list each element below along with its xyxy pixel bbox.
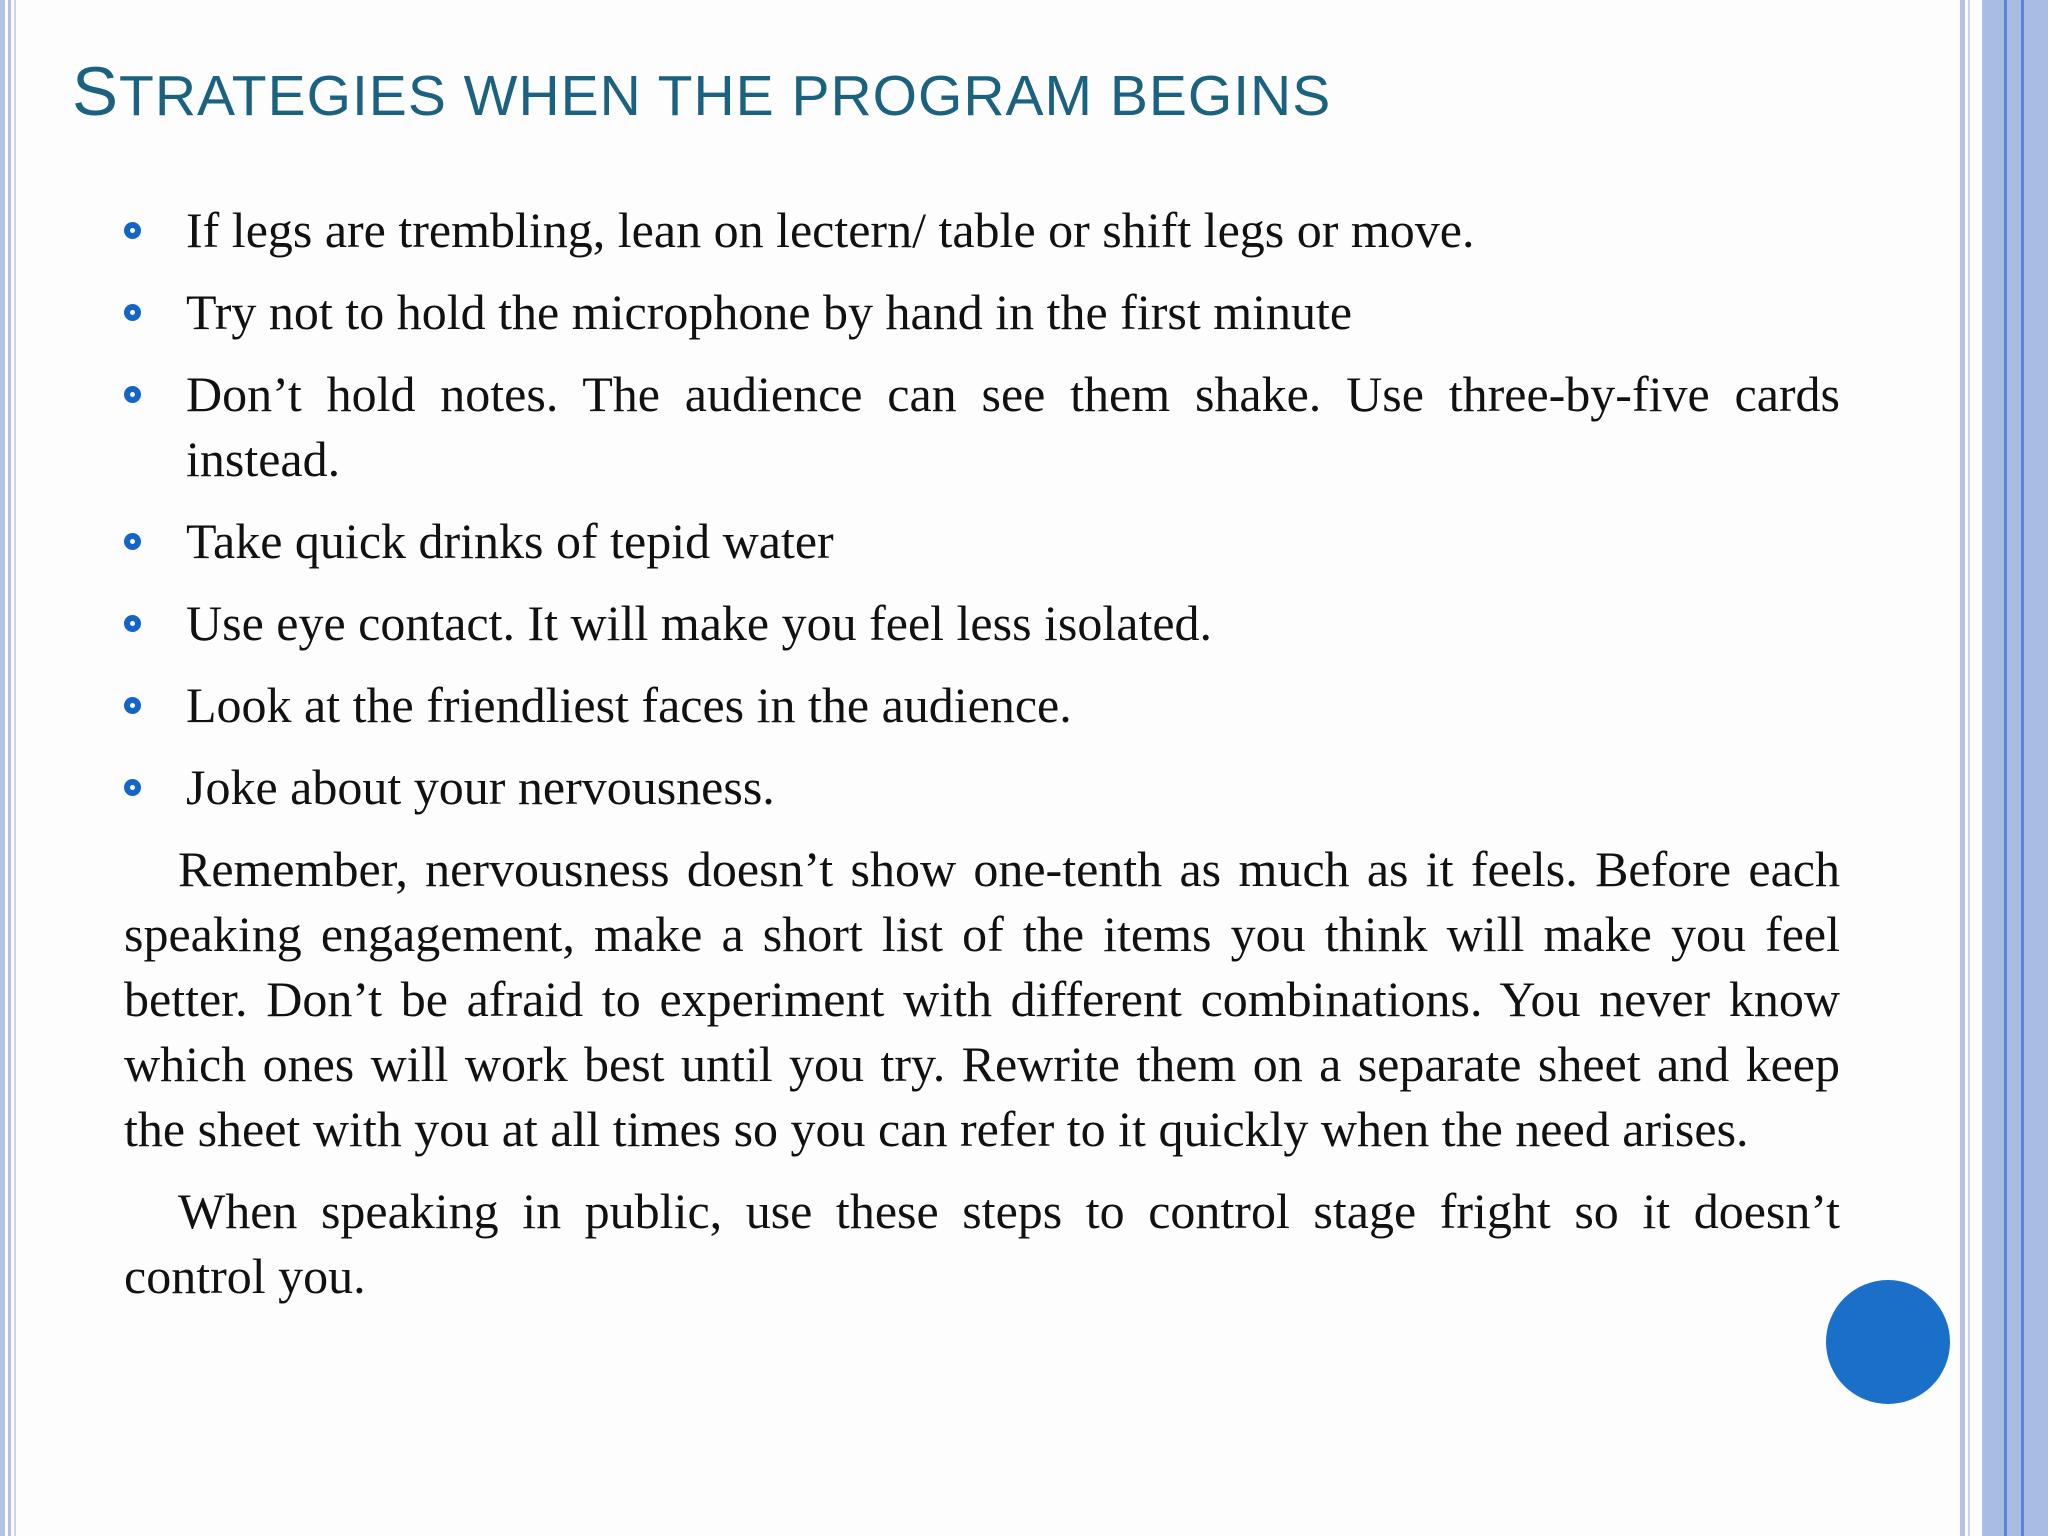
circle-bullet-icon <box>124 533 141 550</box>
slide-title-initial: S <box>72 53 120 130</box>
right-border-stripe <box>1982 0 2004 1536</box>
slide-title <box>72 52 1331 131</box>
bullet-item <box>124 362 1840 492</box>
circle-bullet-icon <box>124 779 141 796</box>
bullet-text: Use eye contact. It will make you feel less isolated. <box>186 595 1213 651</box>
bullet-text: Don’t hold notes. The audience can see them shake. Use three-by-five cards instead. <box>186 366 1840 487</box>
bullet-item <box>124 198 1840 263</box>
bullet-text: If legs are trembling, lean on lectern/ table or shift legs or move. <box>186 202 1475 258</box>
bullet-text: Try not to hold the microphone by hand in the first minute <box>186 284 1353 340</box>
bullet-text: Look at the friendliest faces in the audience. <box>186 677 1072 733</box>
left-border-line <box>8 0 11 1536</box>
left-border-line <box>0 0 5 1536</box>
circle-bullet-icon <box>124 615 141 632</box>
bullet-item <box>124 591 1840 656</box>
right-border-stripe <box>2007 0 2021 1536</box>
circle-bullet-icon <box>124 386 141 403</box>
bullet-text: Take quick drinks of tepid water <box>186 513 834 569</box>
bullet-text: Joke about your nervousness. <box>186 759 775 815</box>
body-paragraph: When speaking in public, use these steps to control stage fright so it doesn’t control you. <box>124 1183 1840 1304</box>
slide-body <box>124 198 1840 1326</box>
bullet-item <box>124 509 1840 574</box>
bullet-list <box>124 198 1840 820</box>
bullet-item <box>124 755 1840 820</box>
right-border-stripe <box>1960 0 1965 1536</box>
circle-bullet-icon <box>124 697 141 714</box>
circle-bullet-icon <box>124 222 141 239</box>
circle-bullet-icon <box>124 304 141 321</box>
slide-title-rest: TRATEGIES WHEN THE PROGRAM BEGINS <box>119 64 1332 128</box>
bullet-item <box>124 673 1840 738</box>
right-border-stripe <box>1968 0 1970 1536</box>
right-border-stripe <box>2024 0 2048 1536</box>
decorative-circle <box>1826 1280 1950 1404</box>
bullet-item <box>124 280 1840 345</box>
left-border-line <box>14 0 16 1536</box>
body-paragraph: Remember, nervousness doesn’t show one-tenth as much as it feels. Before each speaking engagement, make a short list of the items you think will make you feel better. Don’t be afraid to experiment with different combinations. You never know which ones will work best until you try. Rewrite them on a separate sheet and keep the sheet with you at all times so you can refer to it quickly when the need arises. <box>124 841 1840 1157</box>
